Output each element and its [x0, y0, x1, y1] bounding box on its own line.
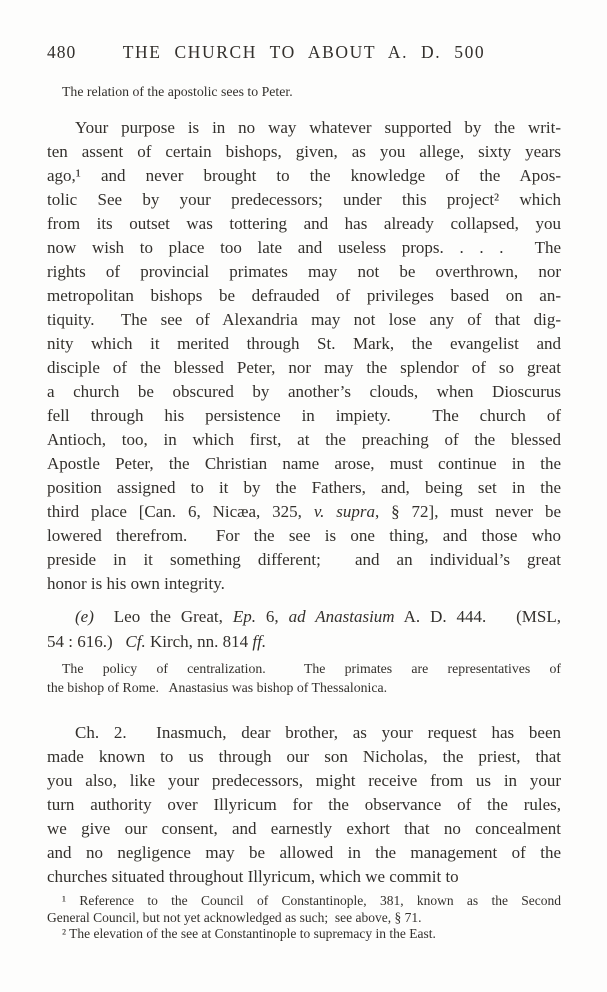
topic-note-apostolic-sees	[47, 83, 561, 102]
text-line: metropolitan bishops be defrauded of privileges based on an-	[47, 286, 561, 305]
text-line: Ch. 2. Inasmuch, dear brother, as your request has been	[75, 723, 561, 742]
page-header	[47, 42, 561, 64]
text-line: we give our consent, and earnestly exhort that no concealment	[47, 819, 561, 838]
text-line: (e) Leo the Great, Ep. 6, ad Anastasium A. D. 444. (MSL,	[75, 607, 562, 626]
text-line: lowered therefrom. For the see is one thing, and those who	[47, 526, 561, 545]
text-line: 54 : 616.) Cf. Kirch, nn. 814 ff.	[47, 632, 267, 651]
text-line: and no negligence may be allowed in the management of the	[47, 843, 561, 862]
text-line: the bishop of Rome. Anastasius was bishop of Thessalonica.	[47, 679, 388, 695]
text-line: made known to us through our son Nicholas, the priest, that	[47, 747, 561, 766]
text-line: Apostle Peter, the Christian name arose, must continue in the	[47, 454, 561, 473]
text-line: ² The elevation of the see at Constantinople to supremacy in the East.	[62, 926, 436, 941]
text-line: third place [Can. 6, Nicæa, 325, v. supra, § 72], must never be	[47, 502, 561, 521]
body-paragraph-leo-quote	[47, 116, 561, 596]
page-number: 480	[47, 42, 77, 62]
text-line: preside in it something different; and an individual’s great	[47, 550, 561, 569]
text-line: General Council, but not yet acknowledged as such; see above, § 71.	[47, 909, 422, 925]
text-line: churches situated throughout Illyricum, which we commit to	[47, 867, 459, 886]
text-line: honor is his own integrity.	[47, 574, 225, 593]
text-line: fell through his persistence in impiety. The church of	[47, 406, 561, 425]
text-line: rights of provincial primates may not be overthrown, nor	[47, 262, 561, 281]
text-line: tiquity. The see of Alexandria may not lose any of that dig-	[47, 310, 561, 329]
text-line: position assigned to it by the Fathers, and, being set in the	[47, 478, 561, 497]
text-line: ten assent of certain bishops, given, as you allege, sixty years	[47, 142, 561, 161]
text-line: nity which it merited through St. Mark, the evangelist and	[47, 334, 561, 353]
text-line: ago,¹ and never brought to the knowledge of the Apos-	[47, 166, 561, 185]
text-line: turn authority over Illyricum for the observance of the rules,	[47, 795, 561, 814]
text-line: from its outset was tottering and has already collapsed, you	[47, 214, 561, 233]
running-title: THE CHURCH TO ABOUT A. D. 500	[122, 42, 486, 62]
footnote-1	[47, 893, 561, 926]
text-line: you also, like your predecessors, might receive from us in your	[47, 771, 561, 790]
footnote-2	[47, 926, 561, 943]
text-line: Your purpose is in no way whatever supported by the writ-	[75, 118, 561, 137]
text-line: ¹ Reference to the Council of Constantinople, 381, known as the Second	[62, 893, 561, 908]
text-line: disciple of the blessed Peter, nor may the splendor of so great	[47, 358, 561, 377]
text-line: now wish to place too late and useless props. . . . The	[47, 238, 561, 257]
text-line: Antioch, too, in which first, at the preaching of the blessed	[47, 430, 561, 449]
text-line: The policy of centralization. The primates are representatives of	[62, 661, 561, 676]
text-line: a church be obscured by another’s clouds, when Dioscurus	[47, 382, 561, 401]
chapter-2-paragraph	[47, 721, 561, 889]
topic-note-centralization	[47, 660, 561, 697]
text-line: The relation of the apostolic sees to Peter.	[62, 84, 293, 99]
source-citation	[47, 604, 561, 654]
text-line: tolic See by your predecessors; under this project² which	[47, 190, 561, 209]
footnotes-section	[47, 893, 561, 943]
